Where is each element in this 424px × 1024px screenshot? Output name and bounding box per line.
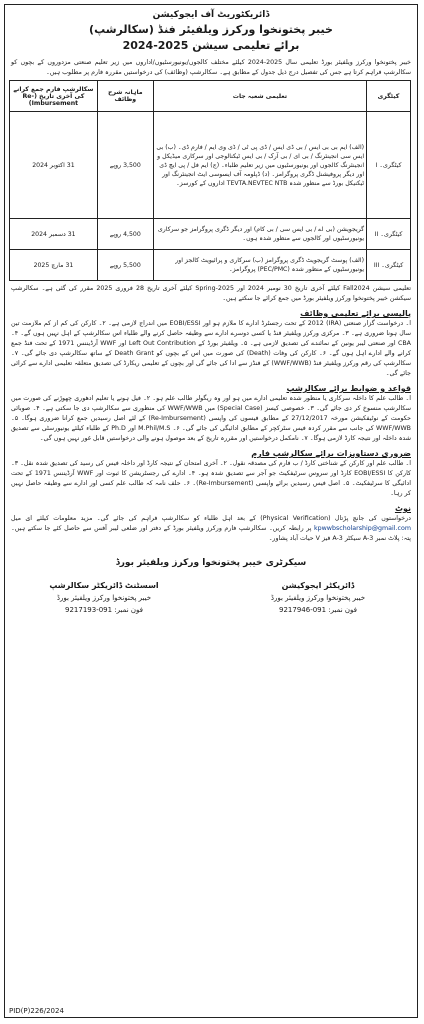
director-phone: فون نمبر: 091-9217946 [279, 606, 357, 614]
rate-cell: 3,500 روپے [97, 112, 153, 219]
header-category: کیٹگری [367, 81, 411, 112]
category-cell: کیٹگری۔ I [367, 112, 411, 219]
note-text [11, 514, 411, 544]
directorate-title: ڈائریکٹوریٹ آف ایجوکیشن [152, 10, 270, 20]
deadline-cell: 31 اکتوبر 2024 [10, 112, 98, 219]
deadline-cell: 31 مارچ 2025 [10, 250, 98, 281]
table-row [10, 250, 411, 281]
secretary-title: سیکرٹری خیبر پختونخوا ورکرز ویلفیئر بورڈ [115, 558, 307, 568]
policy-heading: پالیسی برائے تعلیمی وظائف [300, 309, 411, 318]
dates-note: تعلیمی سیشن Fall2024 کیلئے آخری تاریخ 30 نومبر 2024 اور Spring-2025 کیلئے آخری تاریخ 28 فروری 2025 مقرر کی گئی ہے۔ سکالرشپ سیکشن خیبر پختونخوا ورکرز ویلفیئر بورڈ میں جمع کرائے جا سکتے ہیں۔ [11, 285, 411, 302]
header-rate: ماہانہ شرح وظائف [97, 81, 153, 112]
director-signature [233, 580, 403, 616]
rate-cell: 4,500 روپے [97, 219, 153, 250]
advertisement-page [4, 4, 418, 1018]
note-text-part1: درخواستوں کی جانچ پڑتال (Physical Verification) کے بعد اہل طلباء کو سکالرشپ فراہم کی جائے گی۔ مزید معلومات کیلئے ای میل [11, 515, 411, 522]
rules-text: ا۔ طالب علم کا داخلہ سرکاری یا منظور شدہ تعلیمی ادارے میں ہو اور وہ ریگولر طالب علم ہو۔ ۲۔ فیل ہونے یا تعلیم ادھوری چھوڑنے کی صورت میں سکالرشپ منسوخ کر دی جائے گی۔ ۳۔ خصوصی کیسز (Special Case) میں WWF/WWB کی منظوری سے سکالرشپ دی جا سکتی ہے۔ ۴۔ صوبائی حکومت کے نوٹیفکیشن مورخہ 27/12/2017 کے مطابق فیسوں کی واپسی (Re-Imbursement) کے لئے اصل رسیدیں جمع کرانا ضروری ہوگا۔ ۵۔ WWF/WWB کی جانب سے مقرر کردہ فیس سٹرکچر کے مطابق ادائیگی کی جائے گی۔ ۶۔ M.Phil/M.S اور Ph.D کے طلباء کیلئے یونیورسٹی سے تصدیق شدہ داخلہ اور نتیجہ کارڈ لازمی ہوگا۔ ۷۔ نامکمل درخواستیں اور مقررہ تاریخ کے بعد موصول ہونے والی درخواستیں قابل غور نہیں ہوں گی۔ [11, 395, 411, 442]
rules-heading: قواعد و ضوابط برائے سکالرشپ [286, 384, 411, 393]
pid-number: PID(P)226/2024 [9, 1007, 64, 1015]
director-title: ڈائریکٹر ایجوکیشن [281, 581, 355, 590]
policy-text: ا۔ درخواست گزار صنعتی (IRA) 2012 کے تحت رجسٹرڈ ادارے کا ملازم ہو اور EOBI/ESSI میں اندراج لازمی ہے۔ ۲۔ کارکن کی کم از کم ملازمت تین سال ہونا ضروری ہے۔ ۳۔ مرکزی ورکرز ویلفیئر فنڈ یا کسی دوسرے ادارے سے وظیفہ حاصل کرنے والے طلباء اس سکالرشپ کے اہل نہیں ہوں گے۔ ۴۔ CBA اور صنعتی لیبر یونین کے نمائندے کی تصدیق لازمی ہے۔ ۵۔ ویلفیئر بورڈ کے Left Out Contribution اور WWF آرڈیننس 1971 کے تحت فنڈ جمع کرانے والے ادارے اہل ہوں گے۔ ۶۔ کارکن کی وفات (Death) کی صورت میں اس کے بچوں کو Death Grant کے ساتھ سکالرشپ دی جائے گی۔ ۷۔ سکالرشپ کی رقم ورکرز ویلفیئر فنڈ (WWF/WWB) کے فنڈز سے ادا کی جائے گی اور بچوں کے تعلیمی ریکارڈ کی تصدیق متعلقہ تعلیمی ادارے سے کرائی جائے گی۔ [11, 320, 411, 377]
documents-heading: ضروری دستاویزات برائے سکالرشپ فارم [251, 449, 411, 458]
scholarship-table [9, 80, 411, 281]
table-header-row [10, 81, 411, 112]
director-org: خیبر پختونخوا ورکرز ویلفیئر بورڈ [270, 594, 366, 602]
header-fields: تعلیمی شعبہ جات [153, 81, 366, 112]
header-deadline: سکالرشپ فارم جمع کرانے کی آخری تاریخ (Re-Imbursement) [10, 81, 98, 112]
scholarship-email[interactable]: kpwwbscholarship@gmail.com [314, 525, 411, 532]
assistant-director-phone: فون نمبر: 091-9217193 [65, 606, 143, 614]
description-cell: (الف) ایم بی بی ایس / بی ڈی ایس / ڈی پی ٹی / ڈی وی ایم / فارم ڈی۔ (ب) بی ایس سی انجینئرنگ / بی ای / بی آرک / بی ایس ٹیکنالوجی اور سرکاری میڈیکل و انجینئرنگ کالجوں اور یونیورسٹیوں میں زیر تعلیم طلباء۔ (ج) ایم فل / پی ایچ ڈی اور دیگر پروفیشنل ڈگری پروگرامز۔ (د) ڈپلومہ آف ایسوسی ایٹ انجینئرنگ اور ٹیکنیکل بورڈ سے منظور شدہ TEVTA.NEVTEC NTB اداروں کے کورسز۔ [153, 112, 366, 219]
assistant-director-signature [19, 580, 189, 616]
category-cell: کیٹگری۔ III [367, 250, 411, 281]
header [5, 10, 417, 52]
assistant-director-org: خیبر پختونخوا ورکرز ویلفیئر بورڈ [56, 594, 152, 602]
category-cell: کیٹگری۔ II [367, 219, 411, 250]
description-cell: گریجویشن (بی اے / بی ایس سی / بی کام) اور دیگر ڈگری پروگرامز جو سرکاری یونیورسٹیوں اور کالجوں سے منظور شدہ ہوں۔ [153, 219, 366, 250]
assistant-director-title: اسسٹنٹ ڈائریکٹر سکالرشپ [49, 581, 159, 590]
rate-cell: 5,500 روپے [97, 250, 153, 281]
deadline-cell: 31 دسمبر 2024 [10, 219, 98, 250]
signature-row [19, 580, 403, 616]
note-text-part2: پر رابطہ کریں۔ سکالرشپ فارم ورکرز ویلفیئر بورڈ کے دفتر اور ضلعی لیبر آفس سے حاصل کئے جا سکتے ہیں۔ پتہ: پلاٹ نمبر A-3 سیکٹر A-3 فیز V حیات آباد پشاور۔ [11, 525, 411, 542]
session-title: برائے تعلیمی سیشن 2025-2024 [122, 39, 300, 52]
table-row [10, 112, 411, 219]
documents-text: ا۔ طالب علم اور کارکن کے شناختی کارڈ / ب فارم کی مصدقہ نقول۔ ۲۔ آخری امتحان کے نتیجہ کارڈ اور داخلہ فیس کی رسید کی تصدیق شدہ نقل۔ ۳۔ کارکن کا EOBI/ESSI کارڈ اور سروس سرٹیفکیٹ جو آجر سے تصدیق شدہ ہو۔ ۴۔ ادارے کی رجسٹریشن کا ثبوت اور WWF آرڈیننس 1971 کے تحت ادائیگی کا سرٹیفکیٹ۔ ۵۔ اصل فیس رسیدیں برائے واپسی (Re-Imbursement)۔ ۶۔ حلف نامہ کہ طالب علم کسی اور ادارے سے وظیفہ حاصل نہیں کر رہا۔ [11, 460, 412, 497]
fund-title: خیبر پختونخوا ورکرز ویلفیئر فنڈ (سکالرشپ) [89, 23, 333, 36]
table-row [10, 219, 411, 250]
intro-paragraph: خیبر پختونخوا ورکرز ویلفیئر بورڈ تعلیمی سال 2025-2024 کیلئے مختلف کالجوں/یونیورسٹیوں/اداروں میں زیر تعلیم صنعتی مزدوروں کے بچوں کو سکالرشپ فراہم کرتا ہے جس کی تفصیل درج ذیل جدول کے مطابق ہے۔ سکالرشپ (وظائف) کی درخواستیں مقررہ فارم پر مطلوب ہیں۔ [11, 59, 412, 76]
description-cell: (الف) پوسٹ گریجویٹ ڈگری پروگرامز (ب) سرکاری و پرائیویٹ کالجز اور یونیورسٹیوں کے منظور شدہ (PEC/PMC) پروگرامز۔ [153, 250, 366, 281]
note-heading: نوٹ [394, 504, 411, 513]
